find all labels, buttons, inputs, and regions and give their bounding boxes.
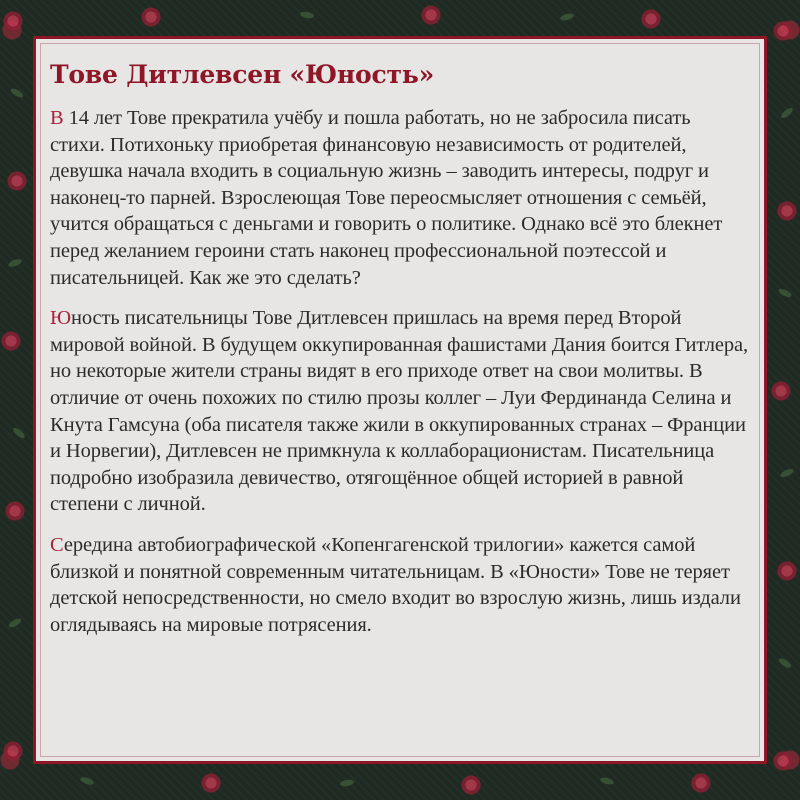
rose-decoration <box>0 330 22 352</box>
leaf-decoration <box>340 779 355 787</box>
rose-decoration <box>6 170 28 192</box>
rose-decoration <box>690 772 712 794</box>
leaf-decoration <box>300 11 315 19</box>
paragraph-initial: В <box>50 107 64 129</box>
page-title: Тове Дитлевсен «Юность» <box>50 60 435 89</box>
rose-decoration <box>772 750 794 772</box>
rose-decoration <box>640 8 662 30</box>
paragraph-3 <box>50 532 750 638</box>
paragraph-text: ность писательницы Тове Дитлевсен пришлась на время перед Второй мировой войной. В будущем оккупированная фашистами Дания боится Гитлера, но некоторые жители страны видят в его приходе ответ на свои молитвы. В отличие от очень похожих по стилю прозы коллег – Луи Фердинанда Селина и Кнута Гамсуна (оба писателя также жили в оккупированных странах – Франции и Норвегии), Дитлевсен не примкнула к коллаборационистам. Писательница подробно изобразила девичество, отягощённое общей историей в равной степени с личной. <box>50 307 749 516</box>
rose-decoration <box>4 500 26 522</box>
paragraph-text: 14 лет Тове прекратила учёбу и пошла работать, но не забросила писать стихи. Потихоньку приобретая финансовую независимость от родителей, девушка начала входить в социальную жизнь – заводить интересы, подруг и наконец-то парней. Взрослеющая Тове переосмысляет отношения с семьёй, учится обращаться с деньгами и говорить о политике. Однако всё это блекнет перед желанием героини стать наконец профессиональной поэтессой и писательницей. Как же это сделать? <box>50 107 723 289</box>
rose-decoration <box>140 6 162 28</box>
paragraph-initial: Ю <box>50 307 71 330</box>
leaf-decoration <box>778 657 793 670</box>
rose-decoration <box>776 200 798 222</box>
paragraph-1 <box>50 105 750 291</box>
leaf-decoration <box>79 776 94 786</box>
leaf-decoration <box>12 426 27 440</box>
leaf-decoration <box>9 87 24 99</box>
card-content <box>50 59 750 652</box>
rose-decoration <box>2 740 24 762</box>
rose-decoration <box>2 10 24 32</box>
text-card <box>33 36 767 764</box>
leaf-decoration <box>780 106 795 120</box>
leaf-decoration <box>7 617 22 629</box>
leaf-decoration <box>779 467 794 478</box>
paragraph-text: ередина автобиографической «Копенгагенской трилогии» кажется самой близкой и понятной современным читательницам. В «Юности» Тове не теряет детской непосредственности, но смело входит во взрослую жизнь, лишь издали оглядываясь на мировые потрясения. <box>50 533 741 636</box>
rose-decoration <box>200 772 222 794</box>
paragraph-initial: С <box>50 533 64 556</box>
leaf-decoration <box>559 12 574 21</box>
paragraph-2 <box>50 305 750 518</box>
rose-decoration <box>460 774 482 796</box>
rose-decoration <box>420 4 442 26</box>
leaf-decoration <box>599 776 614 785</box>
rose-decoration <box>772 20 794 42</box>
rose-decoration <box>770 380 792 402</box>
rose-decoration <box>776 560 798 582</box>
leaf-decoration <box>7 258 22 268</box>
leaf-decoration <box>777 287 792 298</box>
